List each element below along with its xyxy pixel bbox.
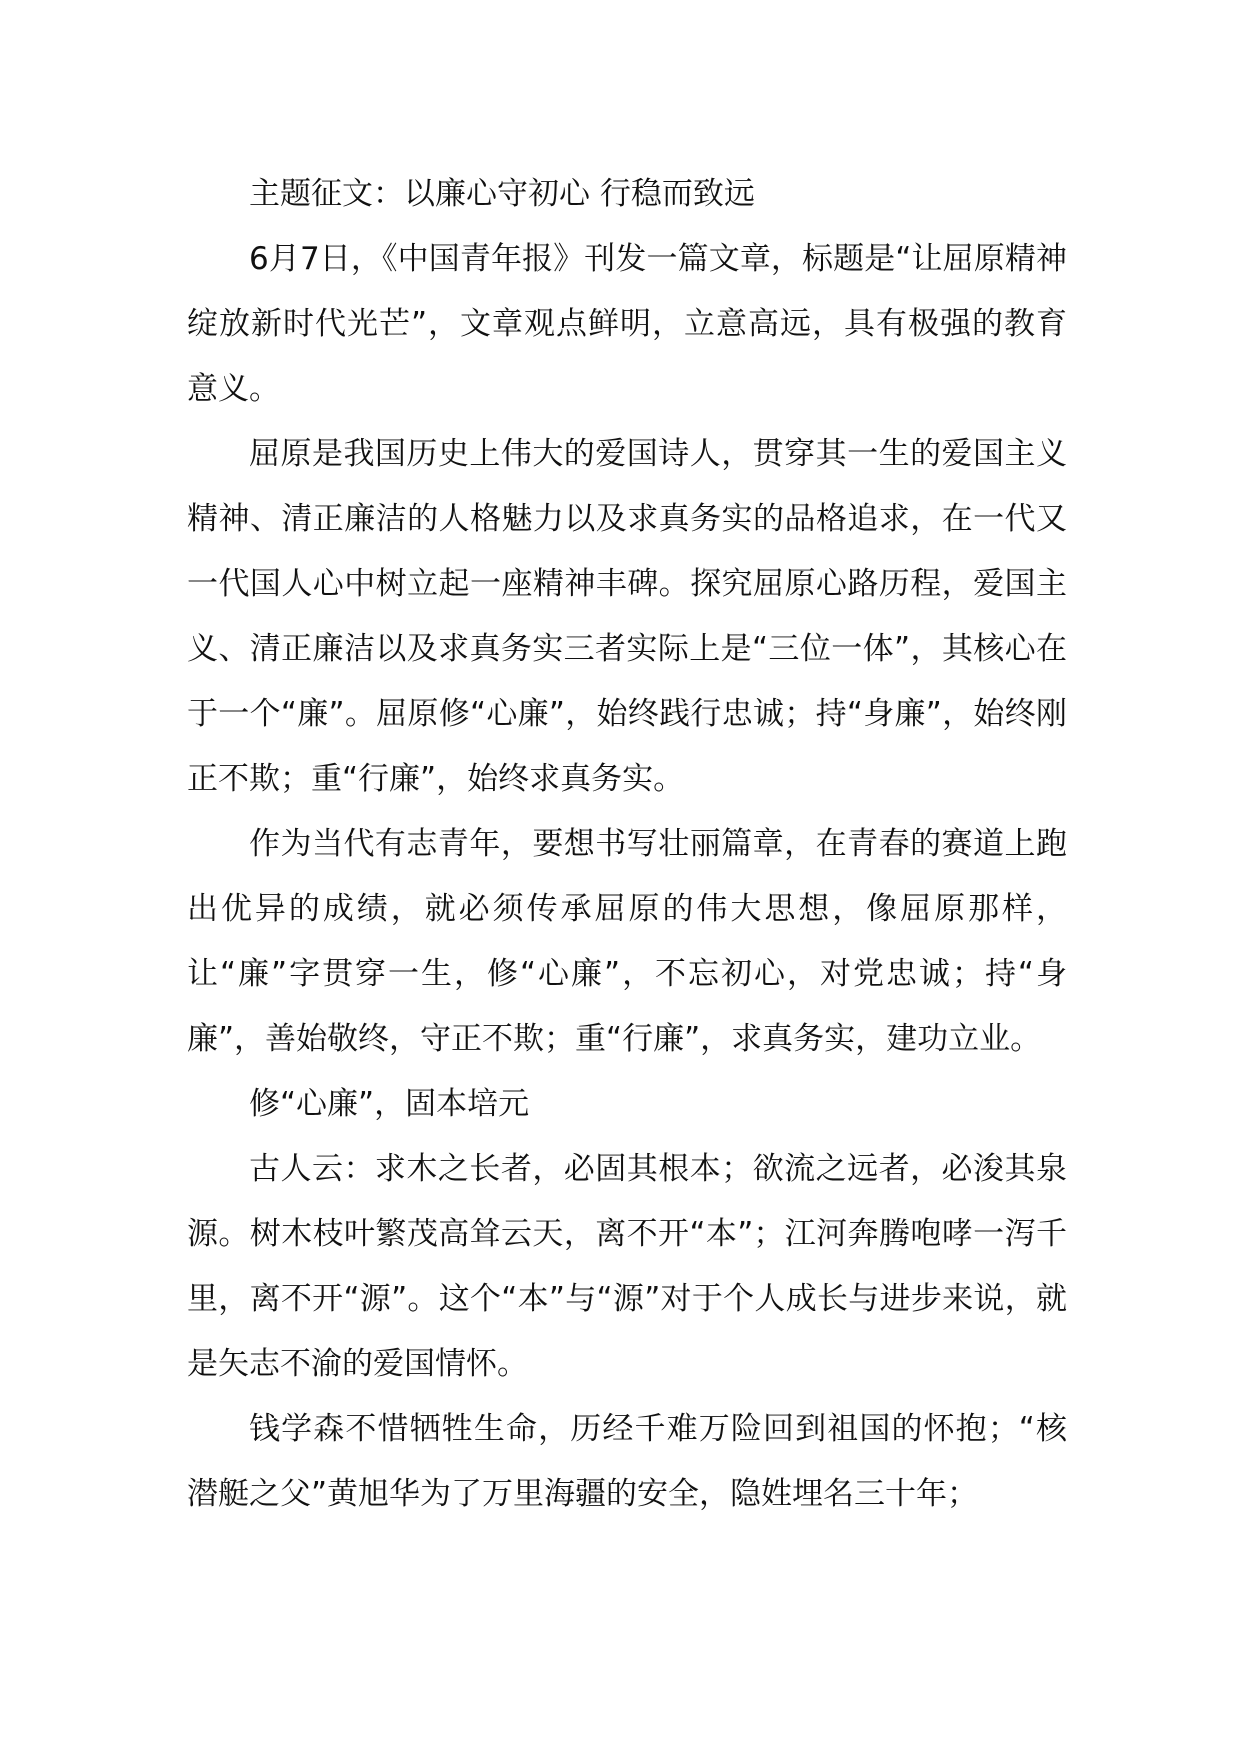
paragraph: 作为当代有志青年，要想书写壮丽篇章，在青春的赛道上跑出优异的成绩，就必须传承屈原的伟大思想，像屈原那样，让“廉”字贯穿一生，修“心廉”，不忘初心，对党忠诚；持“身廉”，善始敬终，守正不欺；重“行廉”，求真务实，建功立业。 [187, 826, 1067, 1057]
essay-body [187, 227, 1067, 1527]
paragraph: 钱学森不惜牺牲生命，历经千难万险回到祖国的怀抱；“核潜艇之父”黄旭华为了万里海疆的安全，隐姓埋名三十年； [187, 1411, 1067, 1512]
paragraph: 6月7日，《中国青年报》刊发一篇文章，标题是“让屈原精神绽放新时代光芒”，文章观点鲜明，立意高远，具有极强的教育意义。 [187, 241, 1067, 407]
essay-title: 主题征文：以廉心守初心 行稳而致远 [249, 176, 755, 212]
paragraph: 古人云：求木之长者，必固其根本；欲流之远者，必浚其泉源。树木枝叶繁茂高耸云天，离不开“本”；江河奔腾咆哮一泻千里，离不开“源”。这个“本”与“源”对于个人成长与进步来说，就是矢志不渝的爱国情怀。 [187, 1151, 1067, 1382]
paragraph: 屈原是我国历史上伟大的爱国诗人，贯穿其一生的爱国主义精神、清正廉洁的人格魅力以及求真务实的品格追求，在一代又一代国人心中树立起一座精神丰碑。探究屈原心路历程，爱国主义、清正廉洁以及求真务实三者实际上是“三位一体”，其核心在于一个“廉”。屈原修“心廉”，始终践行忠诚；持“身廉”，始终刚正不欺；重“行廉”，始终求真务实。 [187, 436, 1067, 797]
document-page [187, 0, 1067, 1754]
section-heading: 修“心廉”，固本培元 [249, 1086, 530, 1122]
